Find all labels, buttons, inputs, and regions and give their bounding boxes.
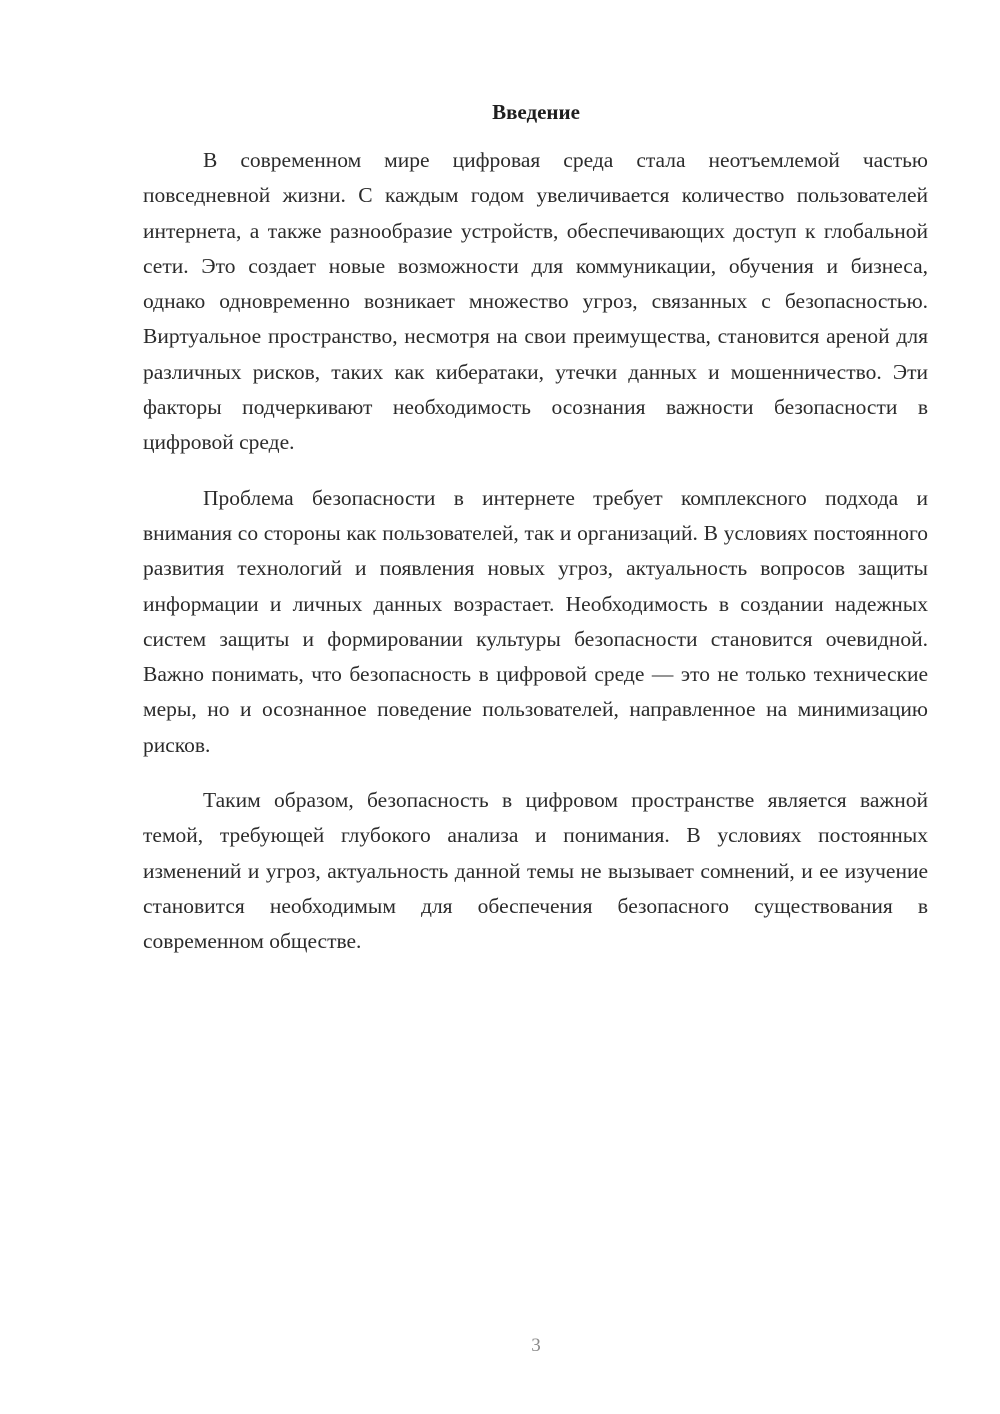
page-title: Введение [492, 100, 580, 124]
document-body [143, 143, 928, 960]
paragraph-3: Таким образом, безопасность в цифровом пространстве является важной темой, требующей глубокого анализа и понимания. В условиях постоянных изменений и угроз, актуальность данной темы не вызывает сомнений, и ее изучение становится необходимым для обеспечения безопасного существования в современном обществе. [143, 788, 928, 954]
page-number: 3 [531, 1335, 541, 1356]
paragraph-1: В современном мире цифровая среда стала неотъемлемой частью повседневной жизни. С каждым годом увеличивается количество пользователей интернета, а также разнообразие устройств, обеспечивающих доступ к глобальной сети. Это создает новые возможности для коммуникации, обучения и бизнеса, однако одновременно возникает множество угроз, связанных с безопасностью. Виртуальное пространство, несмотря на свои преимущества, становится ареной для различных рисков, таких как кибератаки, утечки данных и мошенничество. Эти факторы подчеркивают необходимость осознания важности безопасности в цифровой среде. [143, 148, 928, 455]
paragraph-2: Проблема безопасности в интернете требует комплексного подхода и внимания со стороны как пользователей, так и организаций. В условиях постоянного развития технологий и появления новых угроз, актуальность вопросов защиты информации и личных данных возрастает. Необходимость в создании надежных систем защиты и формировании культуры безопасности становится очевидной. Важно понимать, что безопасность в цифровой среде — это не только технические меры, но и осознанное поведение пользователей, направленное на минимизацию рисков. [143, 485, 928, 757]
